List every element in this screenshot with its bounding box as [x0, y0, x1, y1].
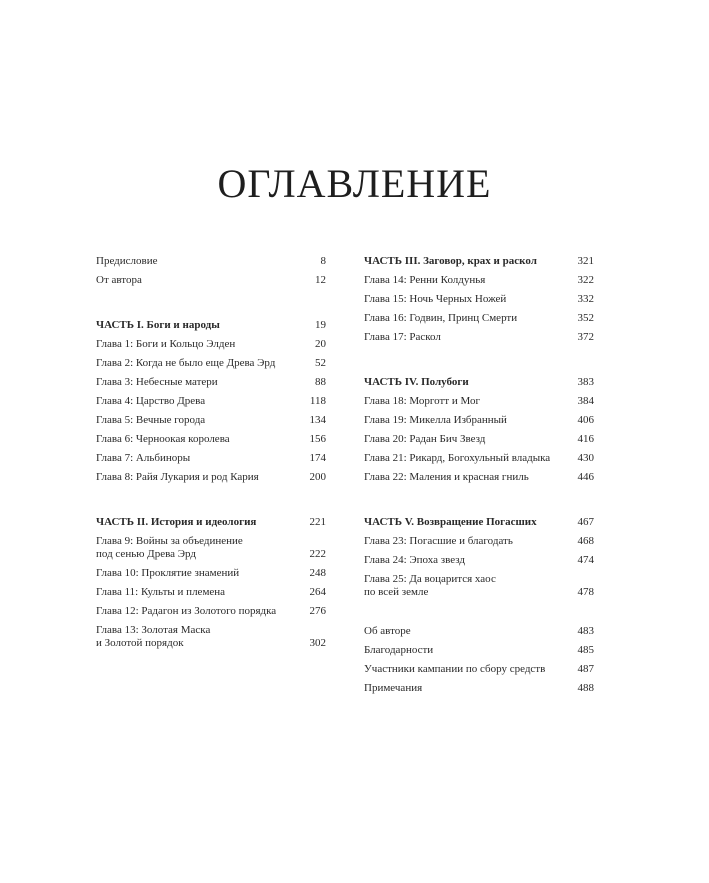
toc-entry[interactable]: [364, 679, 594, 698]
toc-entry[interactable]: [364, 430, 594, 449]
toc-entry[interactable]: [96, 411, 326, 430]
toc-entry-label: Глава 16: Годвин, Принц Смерти: [364, 312, 518, 324]
toc-entry-label: Участники кампании по сбору средств: [364, 663, 546, 675]
toc-entry-page: 322: [577, 274, 594, 286]
toc-entry-page: 446: [577, 471, 594, 483]
toc-entry[interactable]: [364, 622, 594, 641]
toc-entry-page: 430: [577, 452, 594, 464]
toc-entry-page: 222: [309, 548, 326, 560]
toc-entry[interactable]: [96, 602, 326, 621]
toc-entry-label: Об авторе: [364, 625, 411, 637]
toc-entry-label: Глава 19: Микелла Избранный: [364, 414, 507, 426]
toc-entry-page: 276: [309, 605, 326, 617]
toc-entry-page: 118: [309, 395, 326, 407]
toc-entry[interactable]: [364, 660, 594, 679]
toc-part-heading[interactable]: [364, 373, 594, 392]
toc-entry-page: 134: [309, 414, 326, 426]
toc-entry-page: 416: [577, 433, 594, 445]
toc-entry-page: 406: [577, 414, 594, 426]
toc-entry[interactable]: [364, 532, 594, 551]
toc-entry-label: Глава 6: Черноокая королева: [96, 433, 230, 445]
toc-entry-label: Глава 13: Золотая Маска и Золотой порядок: [96, 624, 211, 649]
toc-entry-page: 156: [309, 433, 326, 445]
toc-entry[interactable]: [96, 564, 326, 583]
toc-entry-label: Глава 17: Раскол: [364, 331, 441, 343]
toc-entry-label: Глава 3: Небесные матери: [96, 376, 218, 388]
toc-entry-label: Глава 7: Альбиноры: [96, 452, 191, 464]
toc-entry-label: Глава 2: Когда не было еще Древа Эрд: [96, 357, 276, 369]
toc-entry-page: 321: [577, 255, 594, 267]
toc-entry[interactable]: [364, 309, 594, 328]
toc-part-heading[interactable]: [364, 513, 594, 532]
toc-entry-page: 483: [577, 625, 594, 637]
toc-entry[interactable]: [96, 354, 326, 373]
toc-entry-page: 19: [315, 319, 326, 331]
toc-part-heading[interactable]: [96, 513, 326, 532]
toc-entry[interactable]: [96, 532, 326, 564]
toc-entry[interactable]: [96, 335, 326, 354]
toc-entry-label: Глава 24: Эпоха звезд: [364, 554, 465, 566]
toc-entry-label: Глава 15: Ночь Черных Ножей: [364, 293, 507, 305]
toc-entry-page: 383: [577, 376, 594, 388]
toc-entry-label: Глава 4: Царство Древа: [96, 395, 206, 407]
toc-entry-page: 221: [309, 516, 326, 528]
toc-part-heading[interactable]: [364, 252, 594, 271]
toc-entry-label: Глава 25: Да воцарится хаос по всей земле: [364, 573, 496, 598]
toc-entry-label: Благодарности: [364, 644, 434, 656]
toc-entry[interactable]: [364, 271, 594, 290]
toc-entry[interactable]: [96, 392, 326, 411]
toc-entry-page: 200: [309, 471, 326, 483]
toc-entry[interactable]: [96, 583, 326, 602]
toc-entry[interactable]: [364, 411, 594, 430]
toc-entry-page: 332: [577, 293, 594, 305]
toc-entry-page: 474: [577, 554, 594, 566]
toc-left-column: [96, 252, 326, 653]
toc-entry-label: От автора: [96, 274, 142, 286]
section-spacer: [96, 487, 326, 513]
toc-entry-label: ЧАСТЬ III. Заговор, крах и раскол: [364, 255, 537, 267]
toc-entry-page: 372: [577, 331, 594, 343]
toc-entry[interactable]: [96, 468, 326, 487]
section-spacer: [364, 487, 594, 513]
toc-entry-page: 12: [315, 274, 326, 286]
toc-entry[interactable]: [96, 271, 326, 290]
toc-entry-label: Глава 18: Морготт и Мог: [364, 395, 481, 407]
toc-entry-label: Глава 9: Войны за объединение под сенью Древа Эрд: [96, 535, 243, 560]
toc-entry-page: 467: [577, 516, 594, 528]
toc-entry-label: Глава 22: Маления и красная гниль: [364, 471, 529, 483]
section-spacer: [96, 290, 326, 316]
toc-entry-page: 88: [315, 376, 326, 388]
toc-entry-label: Глава 11: Культы и племена: [96, 586, 226, 598]
toc-entry-page: 485: [577, 644, 594, 656]
toc-entry-label: Глава 21: Рикард, Богохульный владыка: [364, 452, 551, 464]
toc-entry[interactable]: [96, 621, 326, 653]
toc-entry-label: Глава 8: Райя Лукария и род Кария: [96, 471, 259, 483]
toc-entry[interactable]: [364, 468, 594, 487]
toc-entry[interactable]: [364, 290, 594, 309]
toc-entry-label: Примечания: [364, 682, 423, 694]
toc-entry-page: 248: [309, 567, 326, 579]
toc-entry[interactable]: [364, 392, 594, 411]
toc-entry-label: Глава 1: Боги и Кольцо Элден: [96, 338, 236, 350]
toc-entry-page: 52: [315, 357, 326, 369]
toc-entry-page: 478: [577, 586, 594, 598]
toc-entry[interactable]: [364, 570, 594, 602]
toc-entry-page: 8: [320, 255, 326, 267]
toc-right-column: [364, 252, 594, 698]
toc-entry-label: ЧАСТЬ IV. Полубоги: [364, 376, 469, 388]
toc-entry-label: Глава 5: Вечные города: [96, 414, 206, 426]
toc-entry-page: 384: [577, 395, 594, 407]
toc-entry-label: Глава 12: Радагон из Золотого порядка: [96, 605, 277, 617]
toc-entry-page: 20: [315, 338, 326, 350]
toc-entry-page: 352: [577, 312, 594, 324]
toc-entry[interactable]: [364, 551, 594, 570]
toc-entry[interactable]: [364, 641, 594, 660]
toc-part-heading[interactable]: [96, 316, 326, 335]
toc-entry-page: 488: [577, 682, 594, 694]
page-title: ОГЛАВЛЕНИЕ: [217, 161, 492, 206]
toc-entry-label: Глава 20: Радан Бич Звезд: [364, 433, 486, 445]
toc-entry[interactable]: [364, 328, 594, 347]
toc-entry-label: ЧАСТЬ II. История и идеология: [96, 516, 257, 528]
toc-entry[interactable]: [96, 373, 326, 392]
toc-entry-page: 174: [309, 452, 326, 464]
toc-entry-label: Глава 14: Ренни Колдунья: [364, 274, 486, 286]
toc-entry[interactable]: [96, 449, 326, 468]
toc-entry[interactable]: [96, 252, 326, 271]
toc-entry-label: ЧАСТЬ V. Возвращение Погасших: [364, 516, 537, 528]
toc-entry[interactable]: [96, 430, 326, 449]
toc-entry-label: Предисловие: [96, 255, 158, 267]
toc-entry[interactable]: [364, 449, 594, 468]
toc-entry-page: 468: [577, 535, 594, 547]
toc-entry-page: 487: [577, 663, 594, 675]
section-spacer: [364, 602, 594, 622]
toc-entry-page: 302: [309, 637, 326, 649]
toc-entry-label: Глава 10: Проклятие знамений: [96, 567, 240, 579]
toc-entry-page: 264: [309, 586, 326, 598]
toc-entry-label: Глава 23: Погасшие и благодать: [364, 535, 513, 547]
toc-entry-label: ЧАСТЬ I. Боги и народы: [96, 319, 220, 331]
section-spacer: [364, 347, 594, 373]
